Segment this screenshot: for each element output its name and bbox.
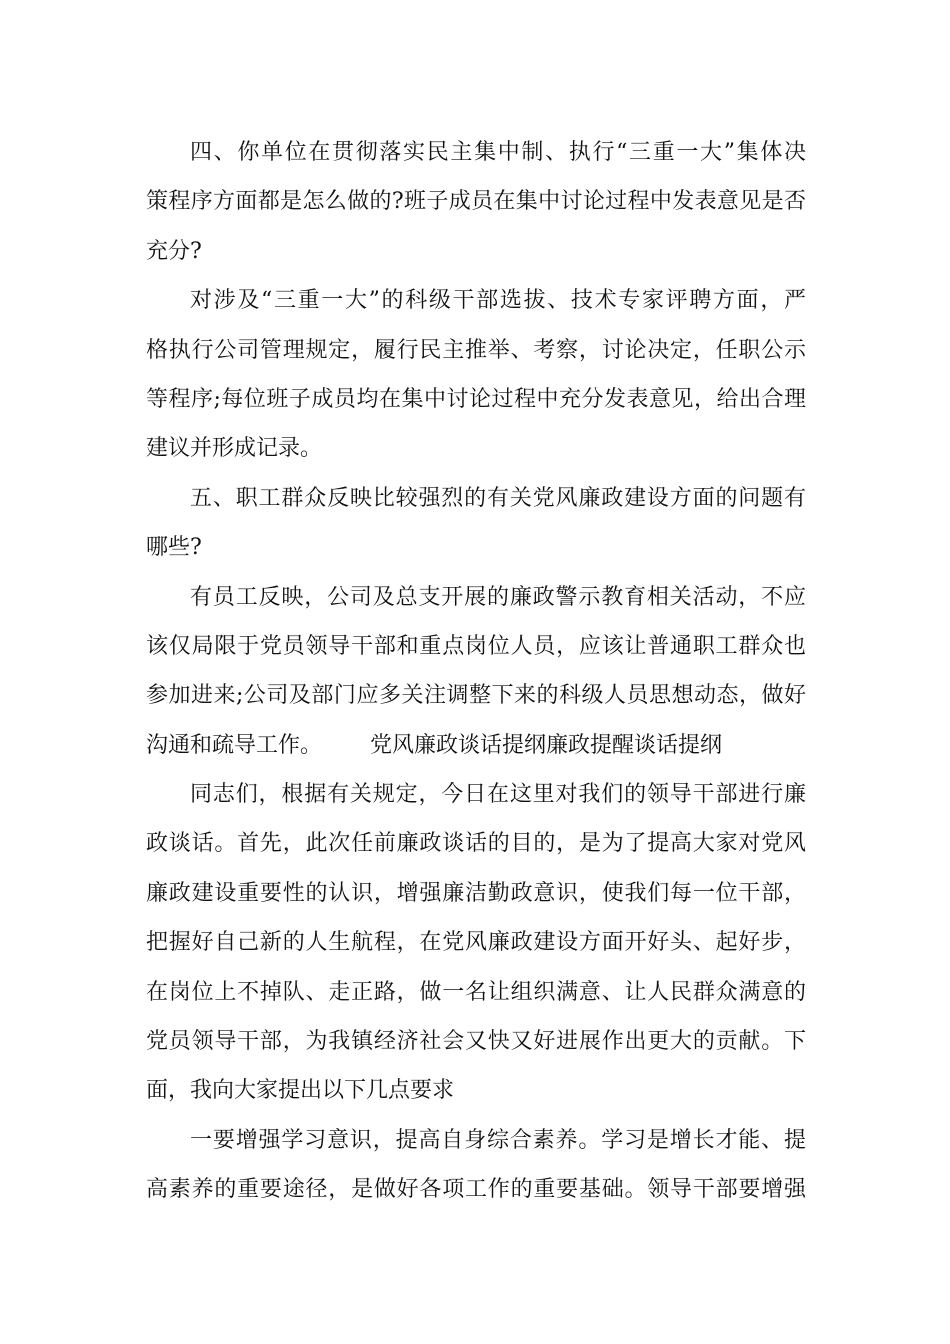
paragraph bbox=[146, 1116, 806, 1215]
text-line bbox=[146, 622, 806, 671]
paragraph bbox=[146, 573, 806, 771]
paragraph bbox=[146, 770, 806, 1116]
text-line bbox=[146, 1017, 806, 1066]
line-text: 对涉及“三重一大”的科级干部选拔、技术专家评聘方面，严 bbox=[190, 288, 806, 314]
line-text: 廉政建设重要性的认识，增强廉洁勤政意识，使我们每一位干部， bbox=[146, 880, 806, 906]
line-text: 沟通和疏导工作。 bbox=[146, 732, 323, 758]
text-line bbox=[146, 819, 806, 868]
line-text: 该仅局限于党员领导干部和重点岗位人员，应该让普通职工群众也 bbox=[146, 633, 806, 659]
text-line bbox=[146, 869, 806, 918]
text-line bbox=[146, 326, 806, 375]
line-text: 五、职工群众反映比较强烈的有关党风廉政建设方面的问题有 bbox=[190, 485, 806, 511]
text-line bbox=[146, 128, 806, 177]
line-text: 在岗位上不掉队、走正路，做一名让组织满意、让人民群众满意的 bbox=[146, 979, 806, 1005]
text-line bbox=[146, 375, 806, 424]
line-text: 等程序;每位班子成员均在集中讨论过程中充分发表意见，给出合理 bbox=[146, 386, 806, 412]
line-text: 面，我向大家提出以下几点要求 bbox=[146, 1078, 455, 1104]
line-text: 高素养的重要途径，是做好各项工作的重要基础。领导干部要增强 bbox=[146, 1177, 806, 1203]
line-text: 一要增强学习意识，提高自身综合素养。学习是增长才能、提 bbox=[190, 1127, 806, 1153]
document-body bbox=[146, 128, 806, 1215]
line-text: 四、你单位在贯彻落实民主集中制、执行“三重一大”集体决 bbox=[190, 140, 806, 165]
text-line bbox=[146, 523, 806, 572]
text-line bbox=[146, 227, 806, 276]
paragraph bbox=[146, 128, 806, 276]
text-line bbox=[146, 1165, 806, 1214]
line-text: 建议并形成记录。 bbox=[146, 436, 323, 462]
line-text: 参加进来;公司及部门应多关注调整下来的科级人员思想动态，做好 bbox=[146, 683, 806, 709]
text-line bbox=[146, 1116, 806, 1165]
text-line bbox=[146, 276, 806, 325]
text-line bbox=[146, 671, 806, 720]
text-line bbox=[146, 918, 806, 967]
text-line bbox=[146, 424, 806, 473]
text-line bbox=[146, 968, 806, 1017]
text-line bbox=[146, 1066, 806, 1115]
line-text: 哪些? bbox=[146, 535, 202, 561]
text-line bbox=[146, 721, 806, 770]
line-text: 党员领导干部，为我镇经济社会又快又好进展作出更大的贡献。下 bbox=[146, 1029, 806, 1055]
paragraph bbox=[146, 474, 806, 573]
line-text: 有员工反映，公司及总支开展的廉政警示教育相关活动，不应 bbox=[190, 584, 806, 610]
text-line bbox=[146, 177, 806, 226]
line-text: 政谈话。首先，此次任前廉政谈话的目的，是为了提高大家对党风 bbox=[146, 831, 806, 857]
text-line bbox=[146, 474, 806, 523]
line-text: 把握好自己新的人生航程，在党风廉政建设方面开好头、起好步， bbox=[146, 930, 806, 956]
line-text: 充分? bbox=[146, 238, 202, 264]
line-text: 同志们，根据有关规定，今日在这里对我们的领导干部进行廉 bbox=[190, 782, 806, 808]
paragraph bbox=[146, 276, 806, 474]
line-text: 策程序方面都是怎么做的?班子成员在集中讨论过程中发表意见是否 bbox=[146, 189, 806, 215]
text-line bbox=[146, 573, 806, 622]
text-line bbox=[146, 770, 806, 819]
line-text: 格执行公司管理规定，履行民主推举、考察，讨论决定，任职公示 bbox=[146, 337, 806, 363]
section-heading: 党风廉政谈话提纲廉政提醒谈话提纲 bbox=[370, 732, 723, 758]
